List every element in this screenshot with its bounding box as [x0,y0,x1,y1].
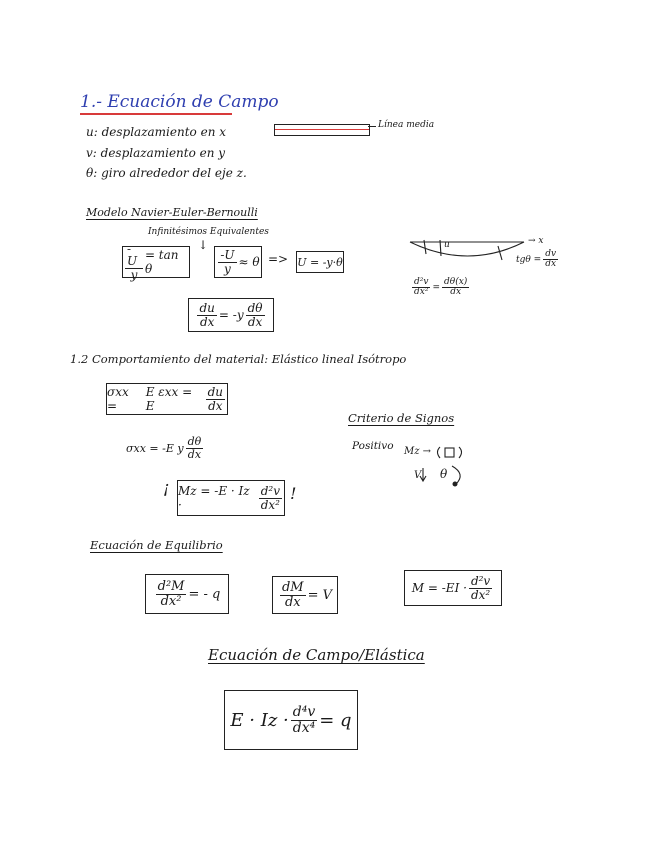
sign-element-square [445,448,454,457]
final-rhs: = q [319,709,352,731]
eq-e1-num: d²M [157,578,185,594]
infinitesimal-note: Infinitésimos Equivalentes [148,227,269,237]
eq4-mid: = -y [218,308,244,322]
eq2-den: y [224,261,231,276]
definition-theta: θ: giro alrededor del eje z. [86,166,247,180]
sketch-curv-num: d²v [414,277,429,287]
moment-bang-right: ! [290,484,297,503]
section-title-comportamiento: 1.2 Comportamiento del material: Elástico lineal Isótropo [70,352,407,366]
eq2-rhs: ≈ θ [238,255,260,269]
eq3-text: U = -y·θ [297,255,343,269]
definition-v: v: desplazamiento en y [86,146,226,160]
sigma2-lhs: σxx = -E y [126,441,184,455]
sketch-curv-eq: = [432,282,441,293]
sketch-tan-den: dx [545,259,557,270]
sketch-curv-num2: dθ(x) [444,277,468,287]
implies-arrow: => [268,252,289,266]
sketch-tan-lhs: tgθ = [516,254,542,265]
eq4-num: du [199,300,215,315]
eq1-num: -U [125,243,143,269]
eq-final-box [224,690,358,750]
final-lhs: E · Iz · [230,709,289,731]
eq1-den: y [130,267,138,282]
moment-lhs: Mz = -E · Iz · [178,484,250,512]
moment-left-arc [438,447,441,458]
final-den: dx⁴ [292,719,316,736]
sketch-tan-num: dv [545,249,557,259]
beam-label: Línea media [378,120,435,130]
sketch-u-label: u [444,240,450,250]
model-title: Modelo Navier-Euler-Bernoulli [86,206,258,219]
criterio-mz-label: Mz → [404,446,432,457]
eq-e1-rhs: = - q [188,586,221,602]
sketch-curv-den2: dx [450,287,462,298]
criterio-positivo: Positivo [352,440,394,452]
sigma-mid: E εxx = E [145,385,193,413]
eq-e3-num: d²v [470,573,491,588]
eq4-den: dx [199,314,215,329]
final-num: d⁴v [292,703,316,720]
sketch-x-label: → x [528,236,544,246]
criterio-v-label: V [414,470,422,481]
eq-e2-rhs: = V [307,587,333,603]
sigma2-den: dx [187,447,202,461]
eq-e1-den: dx² [160,593,182,609]
eq4-num2: dθ [247,300,263,315]
equilibrio-title: Ecuación de Equilibrio [90,538,223,552]
sigma-lhs: σxx = [107,385,129,413]
eq-equilibrio-2-box [272,576,338,614]
eq1-rhs: = tan θ [144,248,179,276]
moment-right-arc [459,447,462,458]
rotation-arc [452,466,460,484]
criterio-theta-label: θ [440,467,448,481]
eq-e3-lhs: M = -EI · [411,581,467,595]
eq-e2-num: dM [281,579,304,595]
sigma-num: du [207,384,223,399]
criterio-signos-title: Criterio de Signos [348,411,455,425]
eq-equilibrio-3-box [404,570,502,606]
eq-equilibrio-1-box [145,574,229,614]
moment-bang-left: ¡ [163,478,170,497]
eq-e2-den: dx [284,594,301,610]
eq2-num: -U [220,247,235,262]
rotation-arrow-dot [453,482,458,487]
sigma-den: dx [208,398,223,413]
definition-u: u: desplazamiento en x [86,125,226,139]
section-title-ecuacion-de-campo: 1.- Ecuación de Campo [80,92,279,112]
down-arrow-icon: ↓ [198,238,209,252]
final-title: Ecuación de Campo/Elástica [208,646,425,664]
moment-den: dx² [260,497,280,512]
sigma2-num: dθ [187,435,202,448]
moment-num: d²v [260,483,280,498]
sketch-curv-den: dx² [414,287,429,298]
eq4-den2: dx [247,314,263,329]
eq-e3-den: dx² [470,587,491,602]
